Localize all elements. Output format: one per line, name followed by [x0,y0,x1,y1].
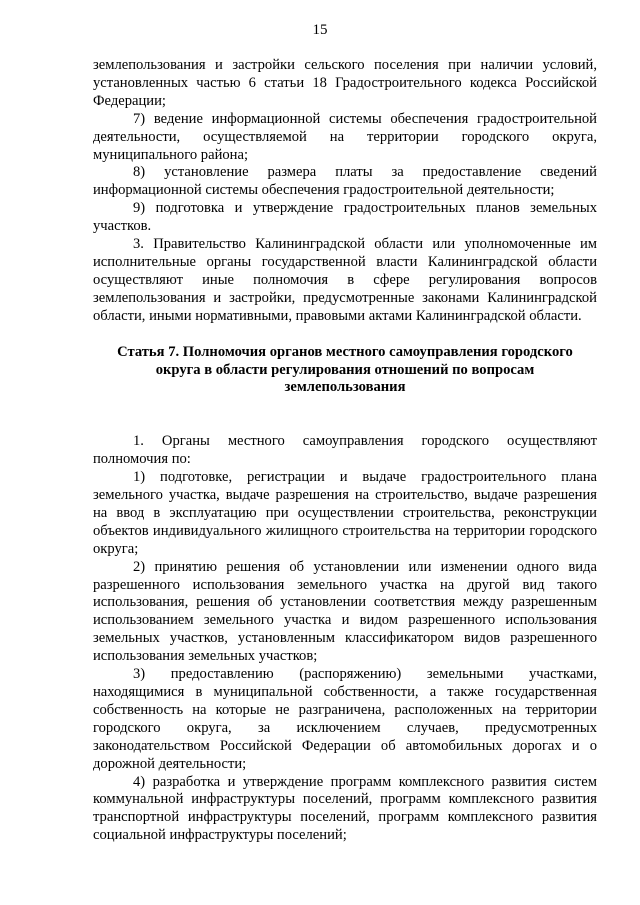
paragraph: землепользования и застройки сельского поселения при наличии условий, установленных частью 6 статьи 18 Градостроительного кодекса Российской Федерации; [93,57,597,109]
paragraph: 4) разработка и утверждение программ комплексного развития систем коммунальной инфраструктуры поселений, программ комплексного развития транспортной инфраструктуры поселений, программ комплексного развития социальной инфраструктуры поселений; [93,773,597,844]
page-number: 15 [312,22,328,38]
article-title: Статья 7. Полномочия органов местного самоуправления городского округа в области регулирования отношений по вопросам землепользования [117,343,573,396]
paragraph: 9) подготовка и утверждение градостроительных планов земельных участков. [93,200,597,235]
paragraph: 3) предоставлению (распоряжению) земельными участками, находящимися в муниципальной собственности, а также государственная собственность на которые не разграничена, расположенных на территории городского округа, за исключением случаев, предусмотренных законодательством Российской Федерации об автомобильных дорогах и о дорожной деятельности; [93,666,597,772]
paragraph: 1. Органы местного самоуправления городского осуществляют полномочия по: [93,433,597,468]
document-body [93,57,597,845]
paragraph: 7) ведение информационной системы обеспечения градостроительной деятельности, осуществляемой на территории городского округа, муниципального района; [93,110,597,163]
paragraph: 2) принятию решения об установлении или изменении одного вида разрешенного использования земельного участка на другой вид такого использования, решения об установлении соответствия между разрешенным использованием земельного участка и видом разрешенного использования земельных участков, установленным классификатором видов разрешенного использования земельных участков; [93,558,597,665]
paragraph: 3. Правительство Калининградской области или уполномоченные им исполнительные органы государственной власти Калининградской области осуществляют иные полномочия в сфере регулирования вопросов землепользования и застройки, предусмотренные законами Калининградской области, иными нормативными, правовыми актами Калининградской области. [93,236,597,324]
paragraph: 1) подготовке, регистрации и выдаче градостроительного плана земельного участка, выдаче разрешения на строительство, выдаче разрешения на ввод в эксплуатацию при осуществлении строительства, реконструкции объектов индивидуального жилищного строительства на территории городского округа; [93,469,597,557]
paragraph: 8) установление размера платы за предоставление сведений информационной системы обеспечения градостроительной деятельности; [93,164,597,199]
